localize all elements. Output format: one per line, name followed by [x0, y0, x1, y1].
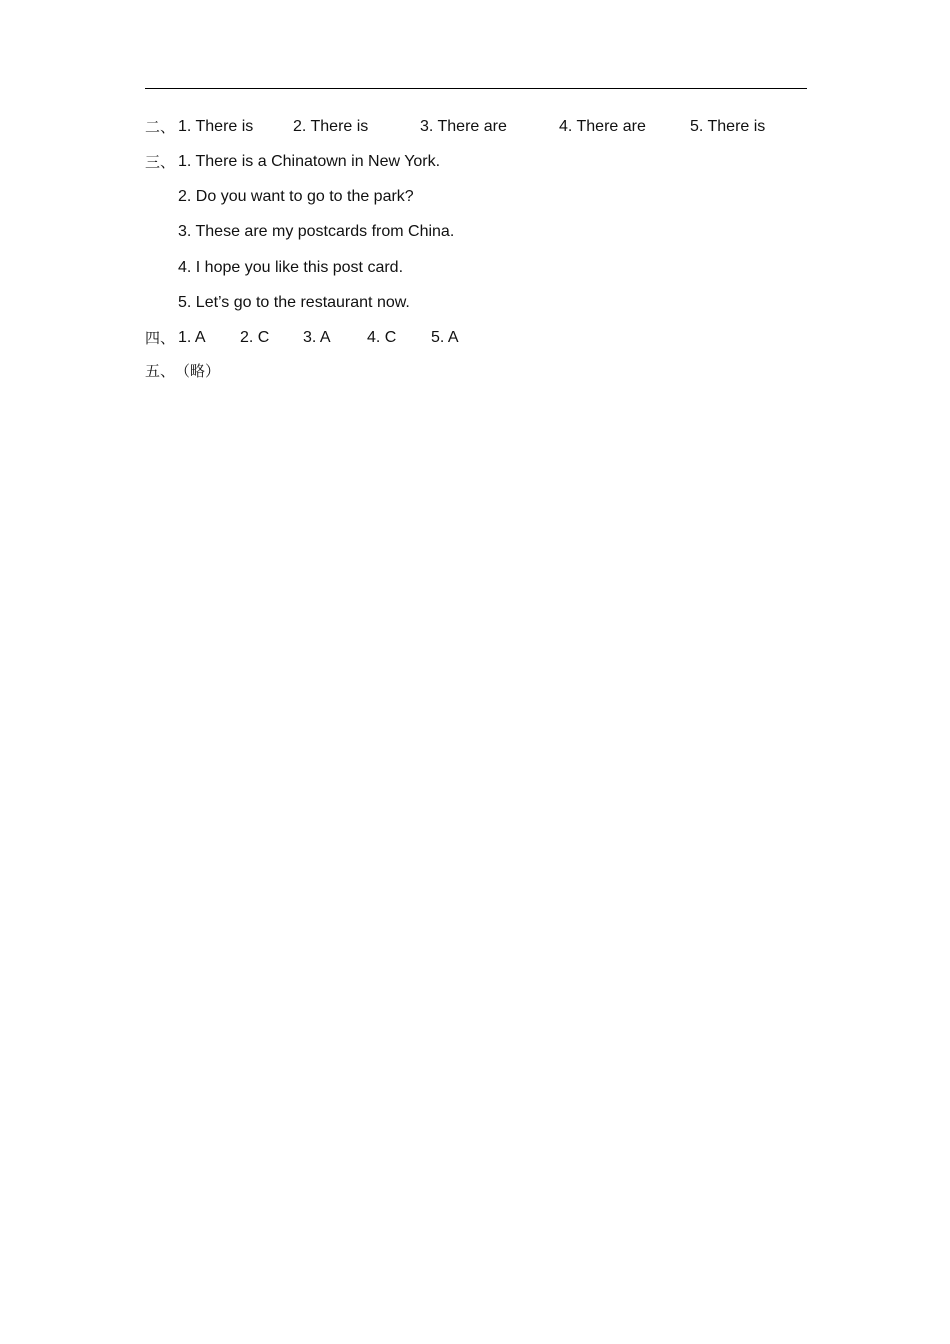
section-2-marker: 二、: [145, 118, 176, 136]
section-2-answer-1: 1. There is: [178, 118, 254, 135]
section-4-marker: 四、: [145, 329, 176, 347]
section-2-answer-5: 5. There is: [690, 118, 766, 135]
section-4-answer-4: 4. C: [367, 329, 397, 346]
section-3-sentence-3: 3. These are my postcards from China.: [178, 223, 455, 240]
section-4-answer-3: 3. A: [303, 329, 331, 346]
section-2-answer-4: 4. There are: [559, 118, 646, 135]
section-4-answer-1: 1. A: [178, 329, 206, 346]
section-3-sentence-5: 5. Let’s go to the restaurant now.: [178, 294, 410, 311]
section-5-marker: 五、: [145, 362, 176, 380]
section-3-marker: 三、: [145, 153, 176, 171]
section-4-answer-5: 5. A: [431, 329, 459, 346]
section-3-sentence-4: 4. I hope you like this post card.: [178, 259, 404, 276]
section-5-row: [145, 359, 265, 383]
section-2-answer-3: 3. There are: [420, 118, 507, 135]
section-3-sentence-1: 1. There is a Chinatown in New York.: [178, 153, 441, 170]
section-2-answer-2: 2. There is: [293, 118, 369, 135]
section-2-row: [145, 115, 805, 139]
section-3-row: [145, 150, 545, 174]
section-3-sentence-2: 2. Do you want to go to the park?: [178, 188, 414, 205]
section-5-note: （略）: [175, 362, 221, 380]
section-4-answer-2: 2. C: [240, 329, 270, 346]
section-4-row: [145, 326, 485, 350]
header-rule: [145, 88, 807, 89]
